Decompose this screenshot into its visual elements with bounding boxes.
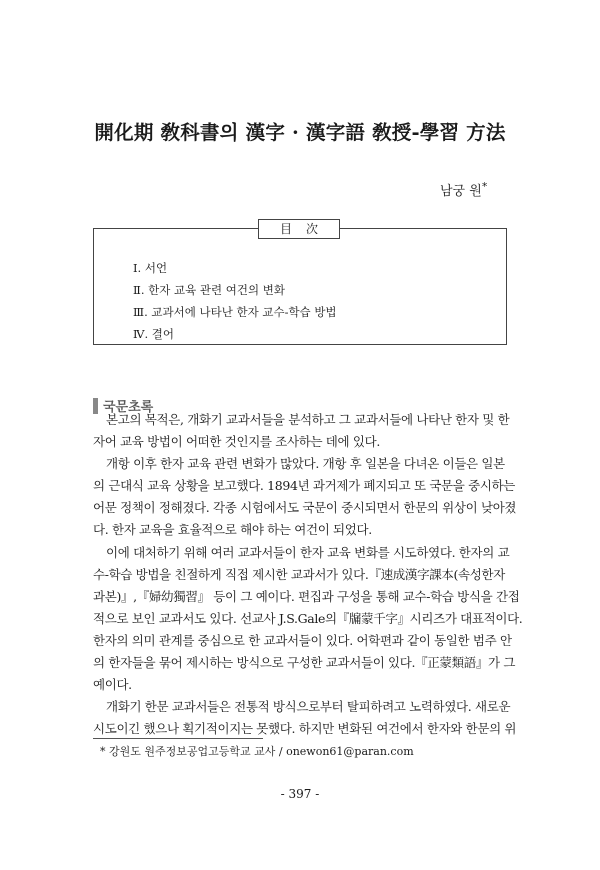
heading-bar-decoration: [93, 398, 98, 414]
toc-item: Ⅱ. 한자 교육 관련 여건의 변화: [133, 283, 285, 297]
abstract-line: 과본)』,『婦幼獨習』 등이 그 예이다. 편집과 구성을 통해 교수-학습 방식을 간접: [93, 589, 520, 604]
footnote-divider: [93, 738, 263, 739]
abstract-line: 의 한자들을 묶어 제시하는 방식으로 구성한 교과서들이 있다.『正蒙類語』가 그: [93, 655, 516, 670]
toc-item: Ⅰ. 서언: [133, 261, 168, 275]
abstract-line: 자어 교육 방법이 어떠한 것인지를 조사하는 데에 있다.: [93, 434, 380, 449]
abstract-line: 개화기 한문 교과서들은 전통적 방식으로부터 탈피하려고 노력하였다. 새로운: [106, 699, 511, 714]
abstract-heading-text: 국문초록: [103, 400, 154, 415]
author-affiliation-footnote: * 강원도 원주정보공업고등학교 교사 / onewon61@paran.com: [100, 745, 414, 758]
author-name: 남궁 원: [440, 184, 482, 199]
author-footnote-mark: *: [481, 180, 488, 193]
toc-item: Ⅳ. 결어: [133, 327, 175, 341]
table-of-contents-label: 目次: [258, 219, 340, 239]
abstract-line: 본고의 목적은, 개화기 교과서들을 분석하고 그 교과서들에 나타난 한자 및 한: [106, 412, 510, 427]
toc-item: Ⅲ. 교과서에 나타난 한자 교수-학습 방법: [133, 305, 337, 319]
abstract-line: 적으로 보인 교과서도 있다. 선교사 J.S.Gale의『牖蒙千字』시리즈가 대표적이다.: [93, 611, 523, 626]
abstract-line: 시도이긴 했으나 획기적이지는 못했다. 하지만 변화된 여건에서 한자와 한문의 위: [93, 721, 517, 736]
abstract-line: 수-학습 방법을 친절하게 직접 제시한 교과서가 있다.『速成漢字課本(속성한자: [93, 567, 505, 582]
abstract-line: 의 근대식 교육 상황을 보고했다. 1894년 과거제가 폐지되고 또 국문을 중시하는: [93, 478, 516, 493]
abstract-line: 한자의 의미 관계를 중심으로 한 교과서들이 있다. 어학편과 같이 동일한 범주 안: [93, 633, 512, 648]
abstract-line: 예이다.: [93, 677, 132, 692]
abstract-line: 개항 이후 한자 교육 관련 변화가 많았다. 개항 후 일본을 다녀온 이들은 일본: [106, 456, 505, 471]
abstract-line: 어문 정책이 정해졌다. 각종 시험에서도 국문이 중시되면서 한문의 위상이 낮아졌: [93, 500, 517, 515]
table-of-contents-list: [133, 257, 337, 345]
author: [440, 180, 487, 199]
page-number: - 397 -: [280, 787, 320, 801]
paper-title: 開化期 敎科書의 漢字 · 漢字語 敎授-學習 方法: [94, 121, 506, 144]
abstract-line: 다. 한자 교육을 효율적으로 해야 하는 여건이 되었다.: [93, 522, 372, 537]
abstract-line: 이에 대처하기 위해 여러 교과서들이 한자 교육 변화를 시도하였다. 한자의 교: [106, 545, 510, 560]
